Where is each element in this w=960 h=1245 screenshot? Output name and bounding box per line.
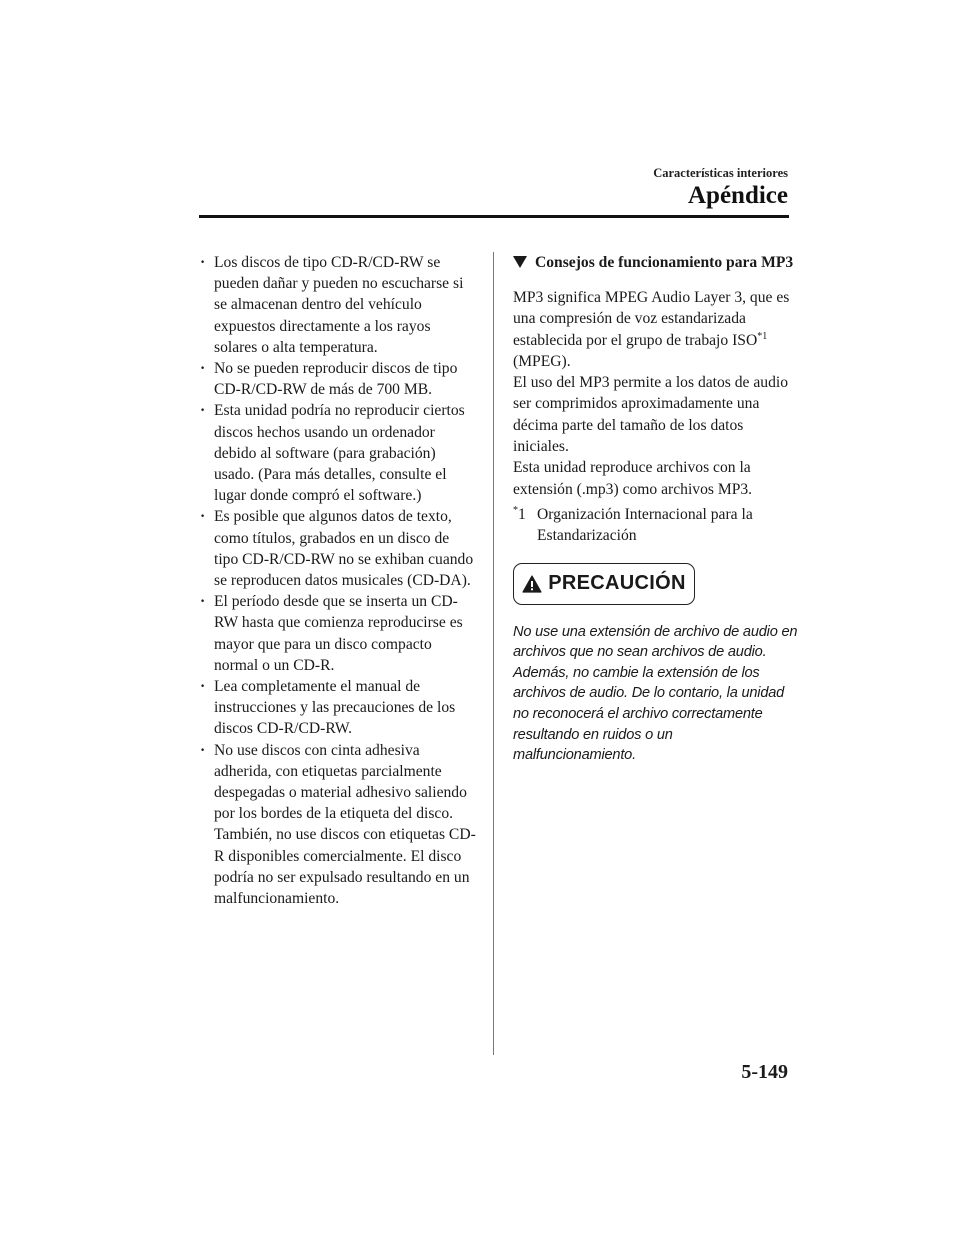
mp3-intro-text: MP3 significa MPEG Audio Layer 3, que es una compresión de voz estandarizada establecida por el grupo de trabajo ISO [513, 289, 790, 349]
page-number: 5-149 [741, 1061, 788, 1083]
caution-label: PRECAUCIÓN [548, 572, 686, 595]
mp3-intro-tail: (MPEG). [513, 352, 571, 370]
footnote-asterisk: * [513, 504, 518, 516]
left-column [199, 252, 477, 909]
section-title: Consejos de funcionamiento para MP3 [535, 254, 794, 271]
mp3-compression-paragraph: El uso del MP3 permite a los datos de audio ser comprimidos aproximadamente una décima parte del tamaño de los datos iniciales. [513, 374, 789, 456]
footnote-text: Organización Internacional para la Estandarización [537, 505, 753, 545]
header-section-label: Características interiores [653, 166, 788, 180]
mp3-extension-paragraph: Esta unidad reproduce archivos con la extensión (.mp3) como archivos MP3. [513, 459, 753, 498]
triangle-down-icon [513, 256, 527, 268]
footnote-number: 1 [518, 505, 526, 523]
column-divider [493, 252, 494, 1055]
list-item: · El período desde que se inserta un CD-RW hasta que comienza reproducirse es mayor que para un disco compacto normal o un CD-R. [199, 591, 477, 676]
header-chapter-title: Apéndice [688, 182, 788, 209]
right-column [513, 252, 798, 766]
list-item: · Esta unidad podría no reproducir ciertos discos hechos usando un ordenador debido al software (para grabación) usado. (Para más detalles, consulte el lugar donde compró el software.) [199, 400, 477, 506]
footnote [513, 504, 798, 547]
list-item: · No se pueden reproducir discos de tipo CD-R/CD-RW de más de 700 MB. [199, 358, 477, 400]
warning-triangle-icon [522, 575, 542, 593]
footnote-marker [513, 504, 526, 525]
caution-text: No use una extensión de archivo de audio en archivos que no sean archivos de audio. Además, no cambie la extensión de los archivos de audio. De lo contario, la unidad no reconocerá el archivo correctamente resultando en ruidos o un malfuncionamiento. [513, 623, 798, 764]
section-heading [513, 252, 798, 273]
list-item: · Es posible que algunos datos de texto, como títulos, grabados en un disco de tipo CD-R/CD-RW no se exhiban cuando se reproducen datos musicales (CD-DA). [199, 506, 477, 591]
footnote-reference: *1 [757, 330, 768, 342]
mp3-intro-paragraph [513, 287, 798, 372]
header-rule [199, 215, 789, 218]
bullet-list [199, 252, 477, 909]
list-item: · Los discos de tipo CD-R/CD-RW se pueden dañar y pueden no escucharse si se almacenan dentro del vehículo expuestos directamente a los rayos solares o alta temperatura. [199, 252, 477, 358]
caution-banner [513, 563, 695, 605]
list-item: · Lea completamente el manual de instrucciones y las precauciones de los discos CD-R/CD-RW. [199, 676, 477, 740]
list-item: · No use discos con cinta adhesiva adherida, con etiquetas parcialmente despegadas o material adhesivo saliendo por los bordes de la etiqueta del disco. También, no use discos con etiquetas CD-R disponibles comercialmente. El disco podría no ser expulsado resultando en un malfuncionamiento. [199, 740, 477, 910]
